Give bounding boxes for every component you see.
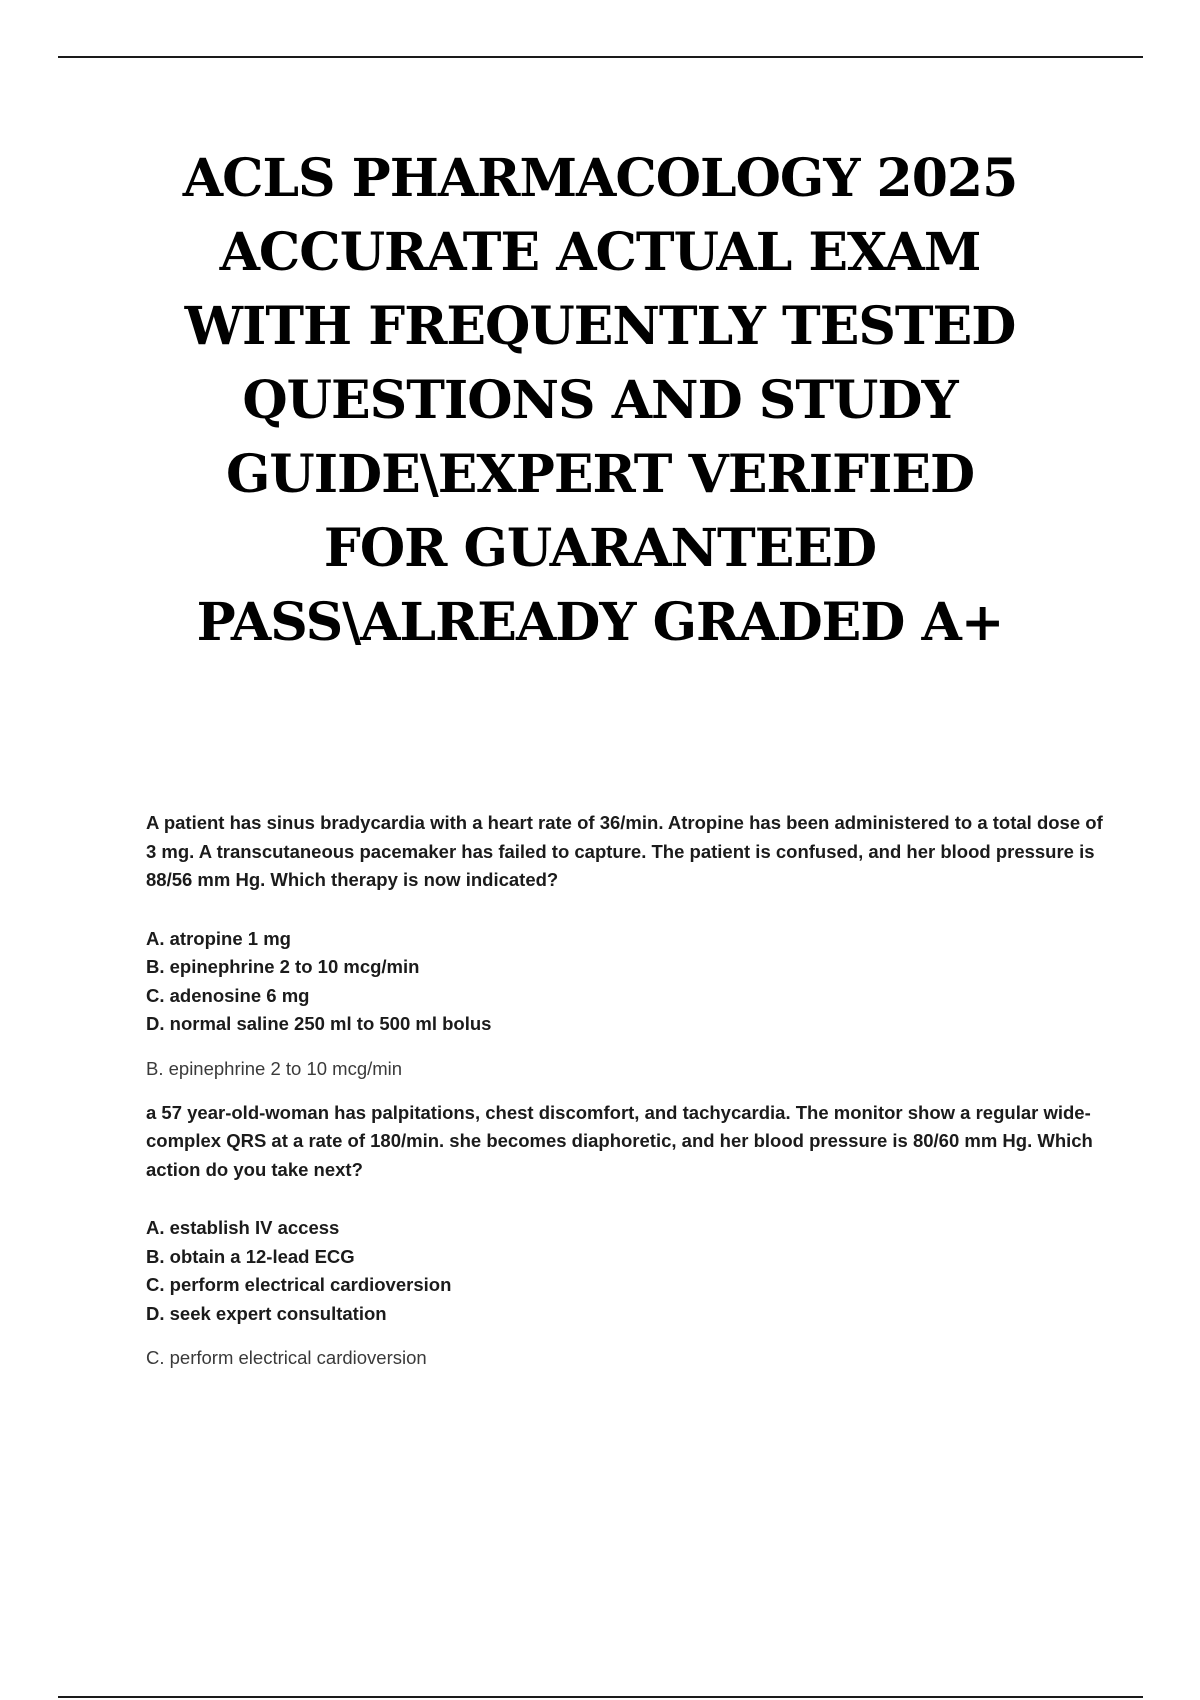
title-line: WITH FREQUENTLY TESTED — [184, 296, 1016, 357]
title-line: ACCURATE ACTUAL EXAM — [219, 222, 981, 283]
option-d: D. normal saline 250 ml to 500 ml bolus — [146, 1013, 492, 1034]
question-item — [146, 1099, 1106, 1373]
option-d: D. seek expert consultation — [146, 1302, 387, 1324]
title-line: PASS\ALREADY GRADED A+ — [196, 592, 1004, 653]
option-a: A. establish IV access — [146, 1217, 340, 1238]
top-rule — [58, 56, 1143, 58]
answer-options — [146, 925, 1106, 1039]
question-text: a 57 year-old-woman has palpitations, chest discomfort, and tachycardia. The monitor show a regular wide-complex QRS at a rate of 180/min. she becomes diaphoretic, and her blood pressure is 80/60 mm Hg. Which action do you take next? — [146, 1101, 1093, 1180]
answer-options — [146, 1214, 1106, 1328]
option-b: B. obtain a 12-lead ECG — [146, 1245, 355, 1267]
correct-answer: C. perform electrical cardioversion — [146, 1347, 427, 1368]
question-list — [146, 809, 1106, 1372]
option-c: C. adenosine 6 mg — [146, 984, 310, 1006]
title-line: GUIDE\EXPERT VERIFIED — [225, 444, 975, 505]
correct-answer: B. epinephrine 2 to 10 mcg/min — [146, 1057, 403, 1079]
bottom-rule — [58, 1696, 1143, 1698]
title-line: FOR GUARANTEED — [323, 518, 877, 579]
question-item — [146, 809, 1106, 1083]
document-title — [100, 142, 1100, 660]
option-c: C. perform electrical cardioversion — [146, 1274, 452, 1295]
option-a: A. atropine 1 mg — [146, 927, 291, 949]
question-text: A patient has sinus bradycardia with a heart rate of 36/min. Atropine has been administered to a total dose of 3 mg. A transcutaneous pacemaker has failed to capture. The patient is confused, and her blood pressure is 88/56 mm Hg. Which therapy is now indicated? — [146, 812, 1103, 890]
title-line: QUESTIONS AND STUDY — [242, 370, 958, 431]
option-b: B. epinephrine 2 to 10 mcg/min — [146, 956, 420, 977]
title-line: ACLS PHARMACOLOGY 2025 — [182, 148, 1018, 209]
